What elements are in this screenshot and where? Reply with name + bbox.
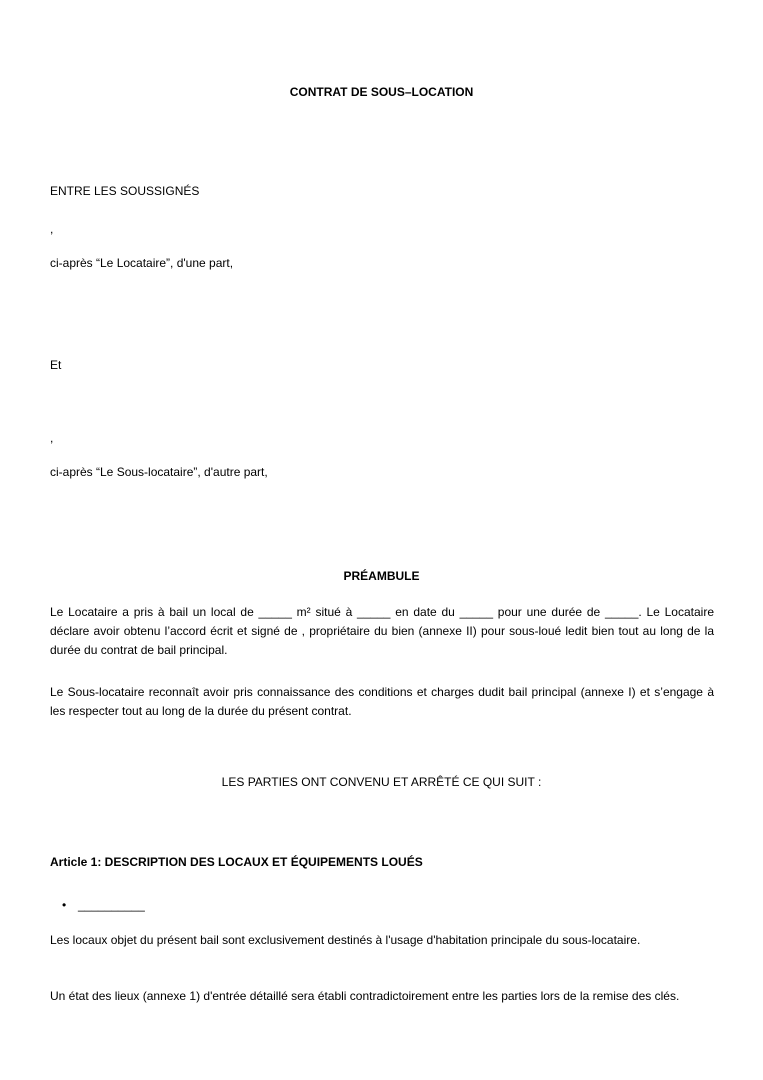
article-1-paragraph-2: Un état des lieux (annexe 1) d'entrée détaillé sera établi contradictoirement entre les parties lors de la remise des clés. — [50, 989, 680, 1003]
party2-name-placeholder: , — [50, 431, 54, 445]
bullet-item-blank: __________ — [78, 898, 145, 912]
party1-description: ci-après “Le Locataire”, d'une part, — [50, 256, 234, 270]
and-label: Et — [50, 358, 62, 372]
preamble-heading: PRÉAMBULE — [343, 569, 420, 583]
preamble-paragraph-2: Le Sous-locataire reconnaît avoir pris connaissance des conditions et charges dudit bail principal (annexe I) et s’engage à les respecter tout au long de la durée du présent contrat. — [50, 685, 714, 718]
preamble-paragraph-1: Le Locataire a pris à bail un local de _____ m² situé à _____ en date du _____ pour une durée de _____. Le Locataire déclare avoir obtenu l’accord écrit et signé de , propriétaire du bien (annexe II) pour sous-loué ledit bien tout au long de la durée du contrat de bail principal. — [50, 605, 714, 657]
article-1-paragraph-1: Les locaux objet du présent bail sont exclusivement destinés à l'usage d'habitation principale du sous-locataire. — [50, 933, 641, 947]
bullet-icon: • — [62, 898, 67, 912]
agreement-statement: LES PARTIES ONT CONVENU ET ARRÊTÉ CE QUI SUIT : — [221, 775, 542, 789]
between-label: ENTRE LES SOUSSIGNÉS — [50, 184, 200, 198]
document-title: CONTRAT DE SOUS–LOCATION — [289, 85, 474, 99]
party1-name-placeholder: , — [50, 222, 54, 236]
party2-description: ci-après “Le Sous-locataire”, d'autre part, — [50, 465, 268, 479]
article-1-heading: Article 1: DESCRIPTION DES LOCAUX ET ÉQUIPEMENTS LOUÉS — [50, 855, 423, 869]
list-item — [62, 896, 145, 915]
